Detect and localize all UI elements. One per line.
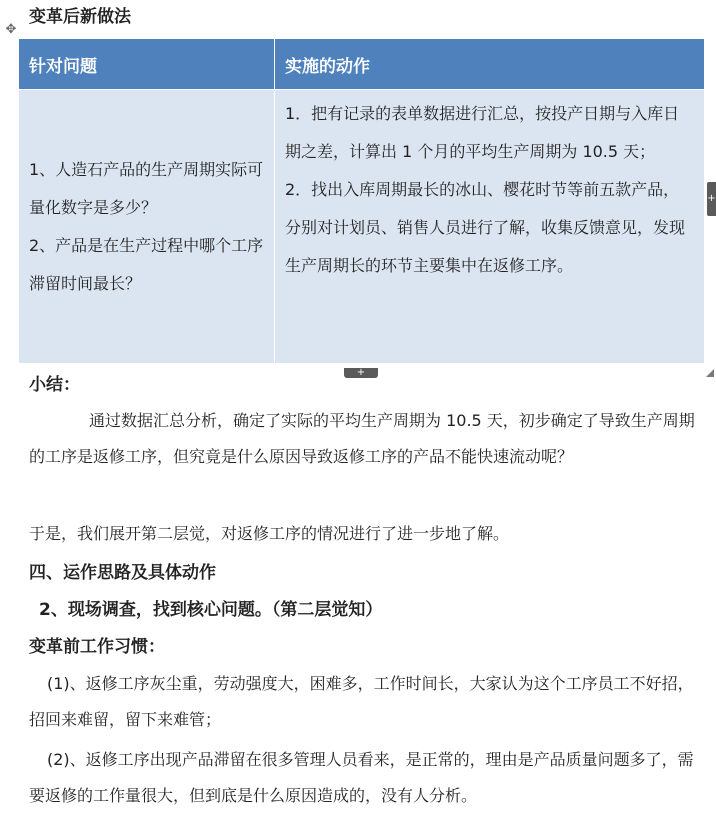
section-heading-after-change: 变革后新做法: [29, 7, 131, 27]
before-habit-item: (2)、返修工序出现产品滞留在很多管理人员看来，是正常的，理由是产品质量问题多了，需要返修的工作量很大，但到底是什么原因造成的，没有人分析。: [29, 750, 694, 805]
add-row-handle-icon[interactable]: +: [344, 368, 378, 378]
comparison-table: [18, 38, 705, 364]
problem-item: 2、产品是在生产过程中哪个工序滞留时间最长？: [29, 235, 264, 293]
section4-subtitle: 2、现场调查，找到核心问题。（第二层觉知）: [39, 600, 383, 620]
before-habits-title: 变革前工作习惯：: [29, 637, 165, 657]
table-resize-handle-icon[interactable]: [706, 369, 714, 377]
problem-cell: [19, 90, 275, 364]
problem-item: 1、人造石产品的生产周期实际可量化数字是多少？: [29, 159, 264, 217]
summary-paragraph-2: 于是，我们展开第二层觉，对返修工序的情况进行了进一步地了解。: [29, 524, 510, 543]
action-cell: [275, 90, 705, 364]
header-action: 实施的动作: [275, 39, 705, 90]
table-move-handle-icon[interactable]: ✥: [5, 22, 17, 37]
add-column-handle-icon[interactable]: +: [707, 182, 716, 216]
action-item: 2．找出入库周期最长的冰山、樱花时节等前五款产品，分别对计划员、销售人员进行了解，收集反馈意见，发现生产周期长的环节主要集中在返修工序。: [285, 180, 686, 275]
table-row: [19, 90, 705, 364]
table-header-row: [19, 39, 705, 90]
summary-title: 小结：: [29, 375, 80, 395]
before-habit-item: (1)、返修工序灰尘重，劳动强度大，困难多，工作时间长，大家认为这个工序员工不好招，招回来难留，留下来难管；: [29, 674, 694, 729]
header-problem: 针对问题: [19, 39, 275, 90]
section4-title: 四、运作思路及具体动作: [29, 563, 216, 583]
action-item: 1．把有记录的表单数据进行汇总，按投产日期与入库日期之差，计算出 1 个月的平均生产周期为 10.5 天；: [285, 104, 680, 161]
summary-paragraph: 通过数据汇总分析，确定了实际的平均生产周期为 10.5 天，初步确定了导致生产周期的工序是返修工序，但究竟是什么原因导致返修工序的产品不能快速流动呢？: [29, 411, 695, 466]
